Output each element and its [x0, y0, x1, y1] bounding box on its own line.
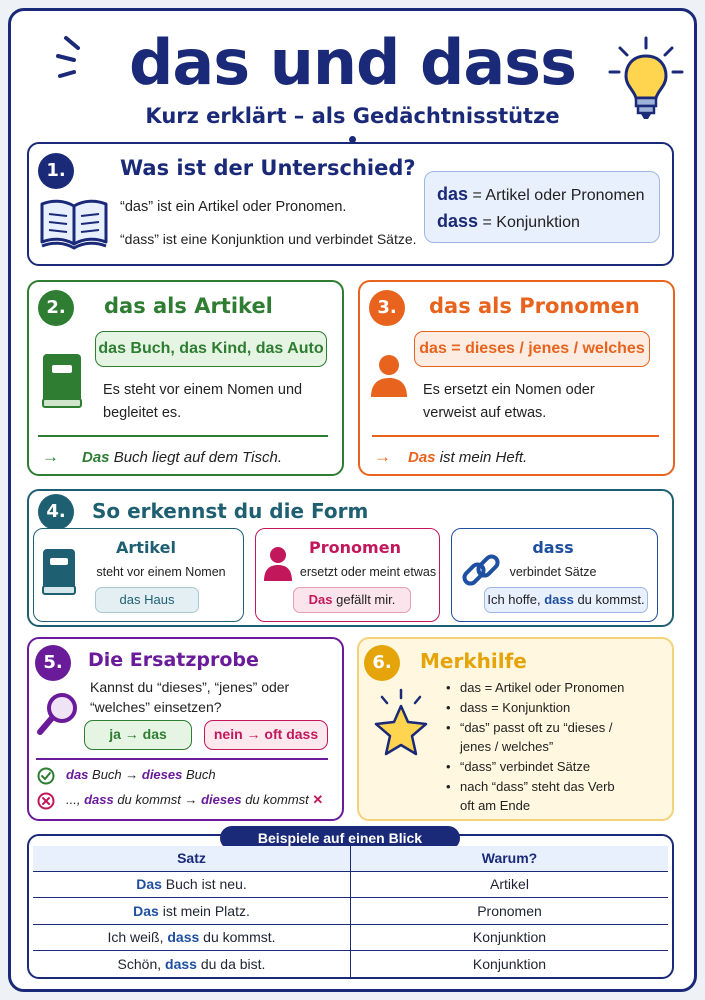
- x-circle-icon: [37, 792, 55, 810]
- definition-key-das: das: [437, 184, 469, 204]
- table-row: [33, 951, 668, 978]
- book-open-icon: [38, 196, 110, 252]
- section-number: 1.: [38, 153, 74, 189]
- pronoun-description-cont: verweist auf etwas.: [423, 405, 547, 421]
- reason-cell: Konjunktion: [351, 924, 669, 951]
- card-text: ersetzt oder meint etwas: [299, 565, 437, 579]
- section-title: Die Ersatzprobe: [88, 649, 259, 671]
- card-title: Artikel: [116, 538, 176, 557]
- pronoun-example: Das ist mein Heft.: [408, 449, 528, 466]
- section-title: Merkhilfe: [420, 649, 527, 673]
- book-icon: [40, 351, 86, 411]
- page-title: das und dass: [129, 26, 576, 99]
- section-number: 2.: [38, 290, 74, 326]
- article-examples-pill: das Buch, das Kind, das Auto: [95, 331, 327, 367]
- memory-aid-item: • “das” passt oft zu “dieses /: [446, 718, 612, 737]
- pronoun-description: Es ersetzt ein Nomen oder: [423, 382, 595, 398]
- question-text: Kannst du “dieses”, “jenes” oder: [90, 679, 290, 695]
- section-title: das als Pronomen: [429, 294, 640, 318]
- arrow-icon: →: [374, 447, 391, 466]
- card-example-pill: das Haus: [95, 587, 199, 613]
- memory-aid-item: • dass = Konjunktion: [446, 698, 570, 717]
- table-row: [33, 924, 668, 951]
- arrow-icon: →: [42, 447, 59, 466]
- sentence-cell: Ich weiß, dass du kommst.: [33, 924, 351, 951]
- yes-pill: ja → das: [84, 720, 192, 750]
- incorrect-example: ..., dass du kommst → dieses du kommst ✕: [66, 792, 324, 807]
- column-header-reason: Warum?: [351, 846, 669, 871]
- table-caption: Beispiele auf einen Blick: [220, 826, 460, 850]
- lightbulb-icon: [608, 36, 684, 126]
- memory-aid-item: • nach “dass” steht das Verb: [446, 777, 615, 796]
- card-example-pill: Ich hoffe, dass du kommst.: [484, 587, 648, 613]
- pronoun-pill: das = dieses / jenes / welches: [414, 331, 650, 367]
- section-number: 6.: [364, 645, 400, 681]
- section-number: 4.: [38, 494, 74, 530]
- difference-text-das: “das” ist ein Artikel oder Pronomen.: [120, 199, 347, 215]
- no-pill: nein → oft dass: [204, 720, 328, 750]
- reason-cell: Pronomen: [351, 898, 669, 925]
- section-title: So erkennst du die Form: [92, 499, 369, 523]
- definition-key-dass: dass: [437, 211, 479, 231]
- card-title: Pronomen: [309, 538, 401, 557]
- article-description-cont: begleitet es.: [103, 405, 182, 421]
- memory-aid-item: • das = Artikel oder Pronomen: [446, 678, 624, 697]
- memory-aid-item-cont: jenes / welches”: [460, 739, 554, 754]
- page-subtitle: Kurz erklärt – als Gedächtnisstütze: [145, 104, 560, 128]
- book-icon: [40, 546, 80, 598]
- person-icon: [369, 353, 409, 399]
- article-description: Es steht vor einem Nomen und: [103, 382, 303, 398]
- definition-value-dass: = Konjunktion: [482, 214, 580, 231]
- check-circle-icon: [37, 767, 55, 785]
- definition-value-das: = Artikel oder Pronomen: [472, 187, 645, 204]
- star-icon: [368, 688, 434, 768]
- column-header-sentence: Satz: [33, 846, 351, 871]
- sentence-cell: Das ist mein Platz.: [33, 898, 351, 925]
- person-icon: [262, 545, 294, 583]
- section-number: 3.: [369, 290, 405, 326]
- section-number: 5.: [35, 645, 71, 681]
- difference-text-dass: “dass” ist eine Konjunktion und verbindet Sätze.: [120, 231, 417, 247]
- link-chain-icon: [459, 548, 503, 592]
- reason-cell: Artikel: [351, 871, 669, 898]
- sentence-cell: Das Buch ist neu.: [33, 871, 351, 898]
- memory-aid-item: • “dass” verbindet Sätze: [446, 757, 590, 776]
- card-text: steht vor einem Nomen: [96, 565, 226, 579]
- examples-table: [33, 846, 668, 977]
- question-text-cont: “welches” einsetzen?: [90, 699, 222, 715]
- memory-aid-item-cont: oft am Ende: [460, 798, 531, 813]
- sentence-cell: Schön, dass du da bist.: [33, 951, 351, 978]
- table-row: [33, 898, 668, 925]
- reason-cell: Konjunktion: [472, 956, 547, 972]
- card-text: verbindet Sätze: [509, 565, 597, 579]
- card-title: dass: [532, 538, 574, 557]
- magnifier-icon: [36, 690, 80, 738]
- divider: [372, 435, 659, 437]
- card-example-pill: Das gefällt mir.: [293, 587, 411, 613]
- divider: [36, 758, 328, 760]
- divider: [38, 435, 328, 437]
- section-title: Was ist der Unterschied?: [120, 156, 416, 180]
- correct-example: das Buch → dieses Buch: [66, 767, 216, 782]
- definition-box: [424, 171, 660, 243]
- article-example: Das Buch liegt auf dem Tisch.: [82, 449, 282, 466]
- table-row: [33, 871, 668, 898]
- section-title: das als Artikel: [104, 294, 273, 318]
